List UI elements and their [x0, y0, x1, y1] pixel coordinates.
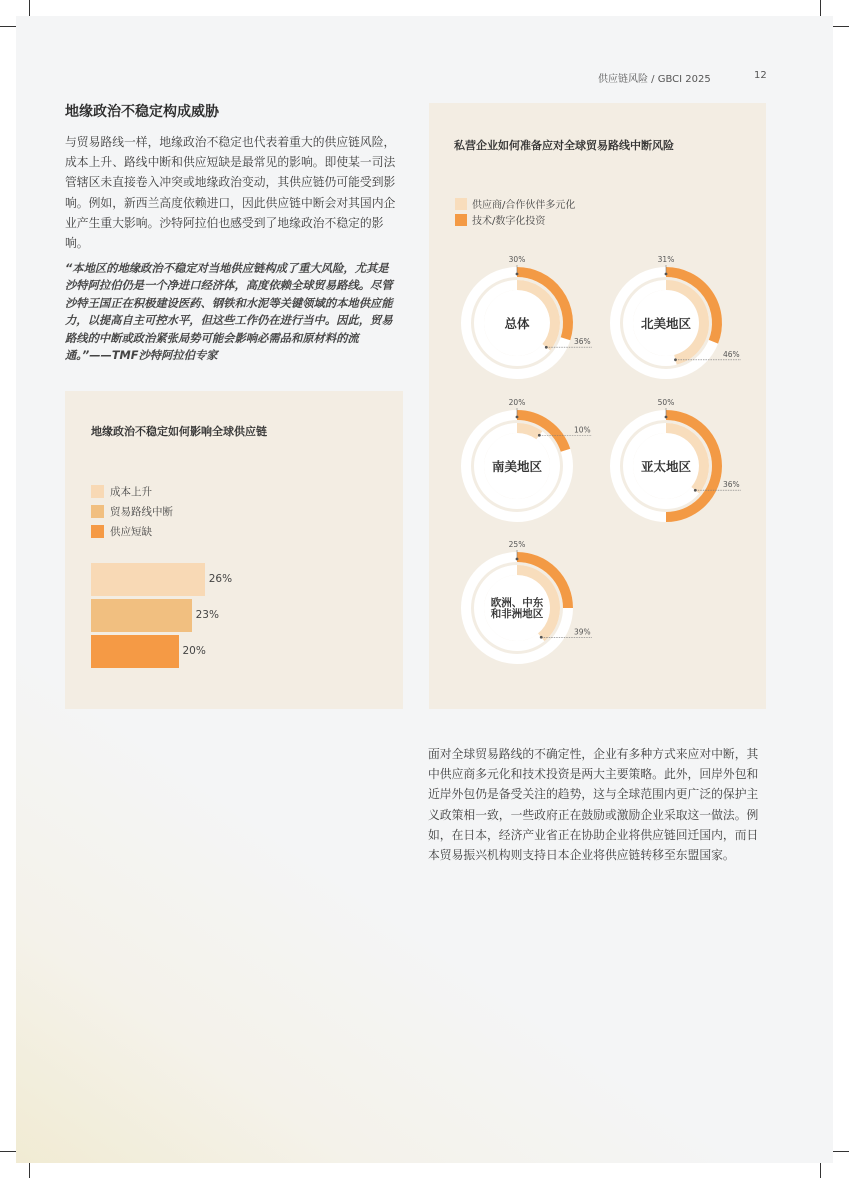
donut-value-label-technology: 20% — [508, 398, 526, 407]
bar-value-label: 23% — [195, 609, 219, 621]
donut-region-name: 总体 — [504, 316, 530, 331]
donut-leader-dot — [665, 416, 668, 419]
donut-region-name: 亚太地区 — [640, 459, 692, 474]
donut-region-name: 欧洲、中东 — [490, 597, 544, 609]
page-number: 12 — [754, 70, 767, 81]
bar-cost — [91, 563, 205, 596]
bar-value-label: 26% — [208, 573, 233, 585]
donut-region-name: 和非洲地区 — [490, 608, 544, 620]
donut-value-label-diversification: 39% — [574, 627, 591, 637]
donut-value-label-technology: 25% — [508, 540, 526, 549]
legend-item-shortage — [91, 524, 152, 539]
donut-value-label-diversification: 10% — [574, 425, 591, 435]
donut-leader-dot — [516, 416, 519, 419]
intro-paragraph: 与贸易路线一样，地缘政治不稳定也代表着重大的供应链风险，成本上升、路线中断和供应短缺是最常见的影响。即使某一司法管辖区未直接卷入冲突或地缘政治变动，其供应链仍可能受到影响。例如，新西兰高度依赖进口，因此供应链中断会对其国内企业产生重大影响。沙特阿拉伯也感受到了地缘政治不稳定的影响。 — [65, 135, 396, 251]
legend-swatch — [91, 505, 104, 518]
donut-chart-title: 私营企业如何准备应对全球贸易路线中断风险 — [454, 139, 674, 152]
donut-leader-dot — [516, 558, 519, 561]
running-title: 供应链风险 / GBCI 2025 — [598, 74, 711, 85]
donut-leader-dot — [545, 346, 548, 349]
donut-value-label-diversification: 46% — [723, 349, 740, 359]
legend-item-cost — [91, 484, 152, 499]
donut-charts — [429, 103, 766, 709]
legend-item-route — [91, 504, 173, 519]
closing-paragraph: 面对全球贸易路线的不确定性，企业有多种方式来应对中断，其中供应商多元化和技术投资是两大主要策略。此外，回岸外包和近岸外包仍是备受关注的趋势，这与全球范围内更广泛的保护主义政策相一致，一些政府正在鼓励或激励企业采取这一做法。例如，在日本，经济产业省正在协助企业将供应链回迁国内，而日本贸易振兴机构则支持日本企业将供应链转移至东盟国家。 — [428, 747, 759, 863]
donut-chart-panel — [429, 103, 766, 709]
section-title: 地缘政治不稳定构成威胁 — [65, 104, 219, 120]
donut-value-label-technology: 30% — [508, 255, 526, 264]
bar-route — [91, 599, 192, 632]
donut-leader-dot — [538, 434, 541, 437]
legend-swatch — [91, 525, 104, 538]
donut-value-label-diversification: 36% — [723, 480, 740, 490]
donut-value-label-technology: 31% — [657, 255, 675, 264]
running-header — [598, 70, 767, 85]
donut-leader-dot — [694, 489, 697, 492]
legend-label: 贸易路线中断 — [110, 506, 173, 518]
donut-leader-dot — [540, 636, 543, 639]
legend-swatch — [91, 485, 104, 498]
legend-label: 成本上升 — [110, 486, 152, 498]
donut-leader-dot — [674, 358, 677, 361]
expert-quote: “本地区的地缘政治不稳定对当地供应链构成了重大风险，尤其是沙特阿拉伯仍是一个净进口经济体，高度依赖全球贸易路线。尽管沙特王国正在积极建设医药、钢铁和水泥等关键领域的本地供应能力，以提高自主可控水平，但这些工作仍在进行当中。因此，贸易路线的中断或政治紧张局势可能会影响必需品和原材料的流通。”——TMF沙特阿拉伯专家 — [65, 262, 393, 363]
legend-label: 供应商/合作伙伴多元化 — [472, 200, 576, 211]
donut-region-name: 南美地区 — [491, 459, 543, 474]
bar-chart-title: 地缘政治不稳定如何影响全球供应链 — [91, 425, 267, 438]
legend-label: 技术/数字化投资 — [472, 216, 546, 227]
donut-value-label-diversification: 36% — [574, 337, 591, 347]
bar-shortage — [91, 635, 179, 668]
donut-value-label-technology: 50% — [657, 398, 675, 407]
donut-leader-dot — [665, 273, 668, 276]
legend-label: 供应短缺 — [110, 526, 152, 538]
donut-region-name: 北美地区 — [640, 316, 692, 331]
bar-chart-panel — [65, 391, 403, 709]
bar-value-label: 20% — [182, 645, 206, 657]
donut-leader-dot — [516, 273, 519, 276]
